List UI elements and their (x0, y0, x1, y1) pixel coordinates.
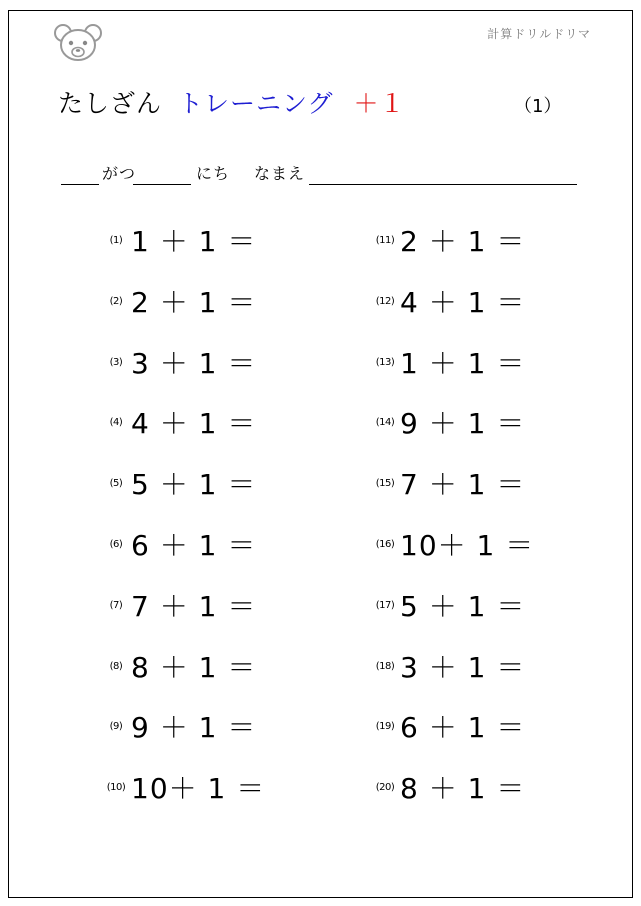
name-label: なまえ (254, 164, 306, 183)
problem-expression: 10＋ 1 ＝ (400, 529, 535, 562)
sheet-number: （1） (514, 96, 562, 117)
problem-number: (1) (109, 235, 123, 246)
problem-number: (11) (375, 235, 395, 246)
problem-number: (16) (375, 539, 395, 550)
title-tashizan: たしざん (58, 89, 163, 118)
problem-expression: 6 ＋ 1 ＝ (400, 711, 526, 745)
problem-number: (19) (375, 721, 395, 733)
problem-number: (3) (109, 356, 123, 368)
day-field[interactable] (133, 184, 191, 185)
problem-number: (5) (109, 478, 123, 490)
title-training: トレーニング (178, 89, 334, 118)
problem-expression: 6 ＋ 1 ＝ (131, 529, 257, 562)
problem-number: (4) (109, 417, 123, 429)
problem-expression: 5 ＋ 1 ＝ (400, 589, 526, 623)
problem-number: (2) (109, 295, 123, 307)
day-label: にち (196, 164, 231, 183)
problem-number: (10) (106, 782, 126, 794)
bear-face-icon (52, 21, 104, 63)
name-field[interactable] (309, 184, 577, 185)
problem-number: (15) (375, 478, 395, 490)
problem-number: (6) (109, 539, 123, 550)
problem-expression: 9 ＋ 1 ＝ (400, 407, 526, 441)
problem-expression: 8 ＋ 1 ＝ (400, 772, 526, 806)
problem-number: (17) (375, 599, 395, 611)
problem-expression: 2 ＋ 1 ＝ (131, 285, 257, 319)
page-title (58, 84, 406, 120)
title-plus-one: ＋１ (353, 89, 406, 118)
worksheet-page (8, 10, 633, 898)
problem-number: (9) (109, 721, 123, 733)
problem-number: (14) (375, 417, 395, 429)
problem-expression: 5 ＋ 1 ＝ (131, 468, 257, 502)
brand-label: 計算ドリルドリマ (487, 27, 591, 41)
problem-expression: 3 ＋ 1 ＝ (400, 650, 526, 684)
problem-number: (18) (375, 660, 395, 672)
problem-expression: 2 ＋ 1 ＝ (400, 225, 526, 258)
month-field[interactable] (61, 184, 99, 185)
problem-expression: 1 ＋ 1 ＝ (131, 225, 257, 258)
problem-expression: 8 ＋ 1 ＝ (131, 650, 257, 684)
problem-expression: 4 ＋ 1 ＝ (400, 285, 526, 319)
problem-number: (13) (375, 356, 395, 368)
problem-expression: 1 ＋ 1 ＝ (400, 346, 526, 380)
problem-expression: 9 ＋ 1 ＝ (131, 711, 257, 745)
problem-expression: 4 ＋ 1 ＝ (131, 407, 257, 441)
problem-number: (12) (375, 295, 395, 307)
problem-expression: 10＋ 1 ＝ (131, 772, 266, 806)
problem-number: (7) (109, 599, 123, 611)
problem-number: (8) (109, 660, 123, 672)
problem-expression: 3 ＋ 1 ＝ (131, 346, 257, 380)
problem-expression: 7 ＋ 1 ＝ (131, 589, 257, 623)
problem-number: (20) (375, 782, 395, 794)
problem-expression: 7 ＋ 1 ＝ (400, 468, 526, 502)
month-label: がつ (102, 164, 137, 183)
